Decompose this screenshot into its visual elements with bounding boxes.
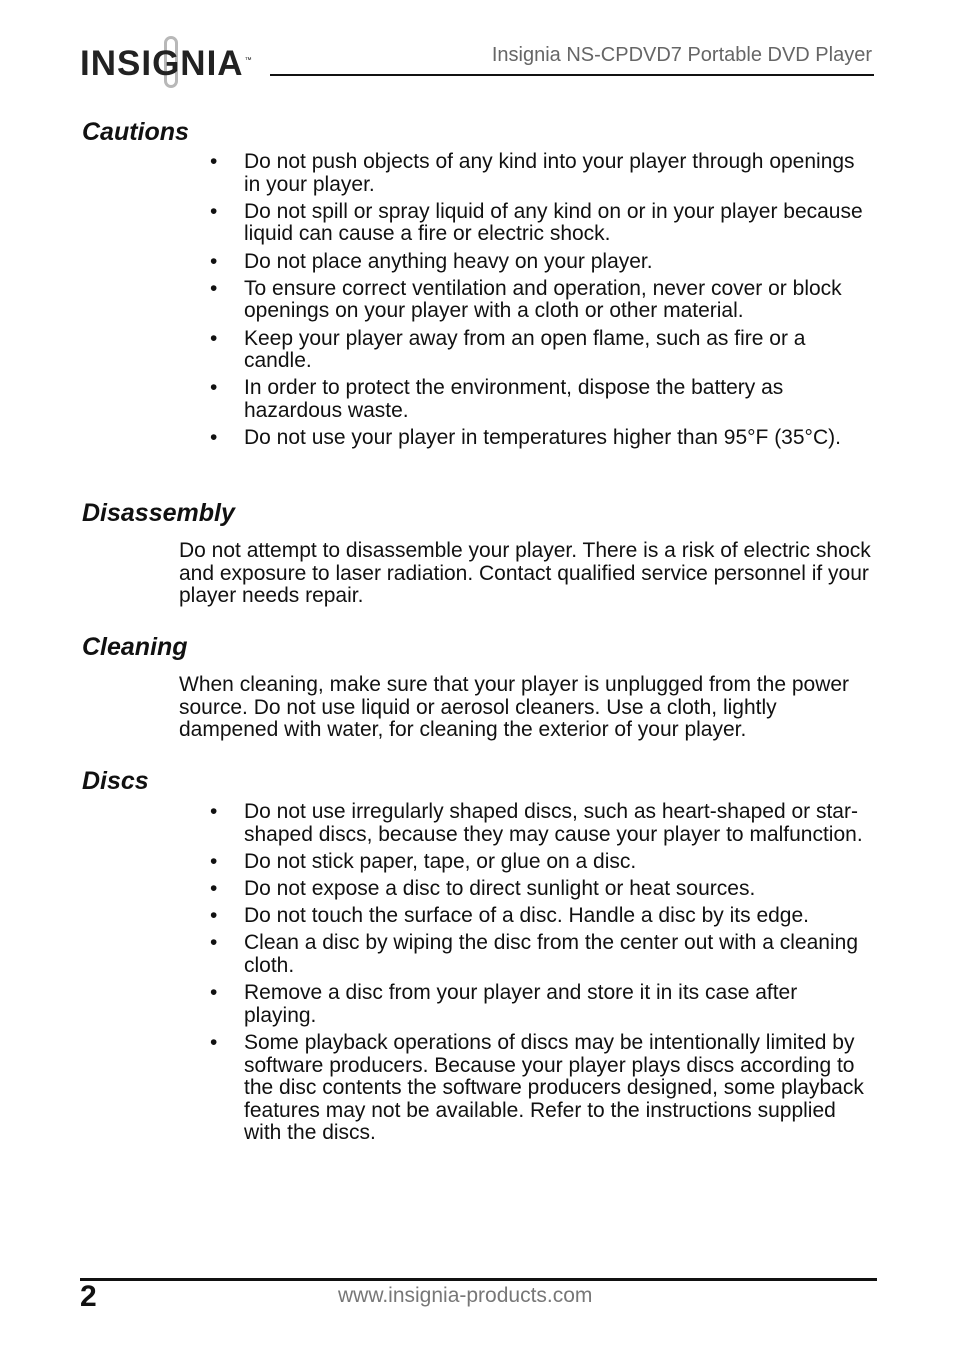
list-item: • Keep your player away from an open flame, such as fire or a candle. [210, 328, 870, 373]
footer-rule [80, 1278, 877, 1281]
list-item: • Do not expose a disc to direct sunlight or heat sources. [210, 878, 870, 901]
list-item: • Do not use irregularly shaped discs, such as heart-shaped or star-shaped discs, because they may cause your player to malfunction. [210, 801, 870, 846]
list-item: • Clean a disc by wiping the disc from the center out with a cleaning cloth. [210, 932, 870, 977]
disassembly-heading: Disassembly [82, 499, 235, 527]
header-title: Insignia NS-CPDVD7 Portable DVD Player [491, 44, 872, 66]
cautions-heading: Cautions [82, 118, 189, 146]
page-number: 2 [80, 1280, 97, 1313]
disassembly-text: Do not attempt to disassemble your player. There is a risk of electric shock and exposure to laser radiation. Contact qualified service personnel if your player needs repair. [179, 539, 871, 608]
list-item: • Do not use your player in temperatures higher than 95°F (35°C). [210, 427, 870, 450]
trademark-symbol: ™ [244, 57, 253, 65]
cautions-list [210, 151, 870, 454]
list-item: • Some playback operations of discs may be intentionally limited by software producers. Because your player plays discs according to the disc contents the software producers designed, some playback features may not be available. Refer to the instructions supplied with the discs. [210, 1032, 870, 1145]
header-rule [270, 74, 874, 76]
list-item: • Do not stick paper, tape, or glue on a disc. [210, 851, 870, 874]
logo-text: INSIGNIA [80, 44, 244, 83]
cleaning-text: When cleaning, make sure that your player is unplugged from the power source. Do not use liquid or aerosol cleaners. Use a cloth, lightly dampened with water, for cleaning the exterior of your player. [179, 673, 850, 742]
list-item: • Do not place anything heavy on your player. [210, 251, 870, 274]
footer-url: www.insignia-products.com [338, 1284, 593, 1307]
cleaning-heading: Cleaning [82, 633, 188, 661]
discs-heading: Discs [82, 767, 149, 795]
list-item: • In order to protect the environment, dispose the battery as hazardous waste. [210, 377, 870, 422]
list-item: • Do not spill or spray liquid of any kind on or in your player because liquid can cause a fire or electric shock. [210, 201, 870, 246]
list-item: • Remove a disc from your player and store it in its case after playing. [210, 982, 870, 1027]
list-item: • Do not touch the surface of a disc. Handle a disc by its edge. [210, 905, 870, 928]
list-item: • To ensure correct ventilation and operation, never cover or block openings on your player with a cloth or other material. [210, 278, 870, 323]
brand-logo [80, 44, 253, 84]
discs-list [210, 801, 870, 1149]
list-item: • Do not push objects of any kind into your player through openings in your player. [210, 151, 870, 196]
